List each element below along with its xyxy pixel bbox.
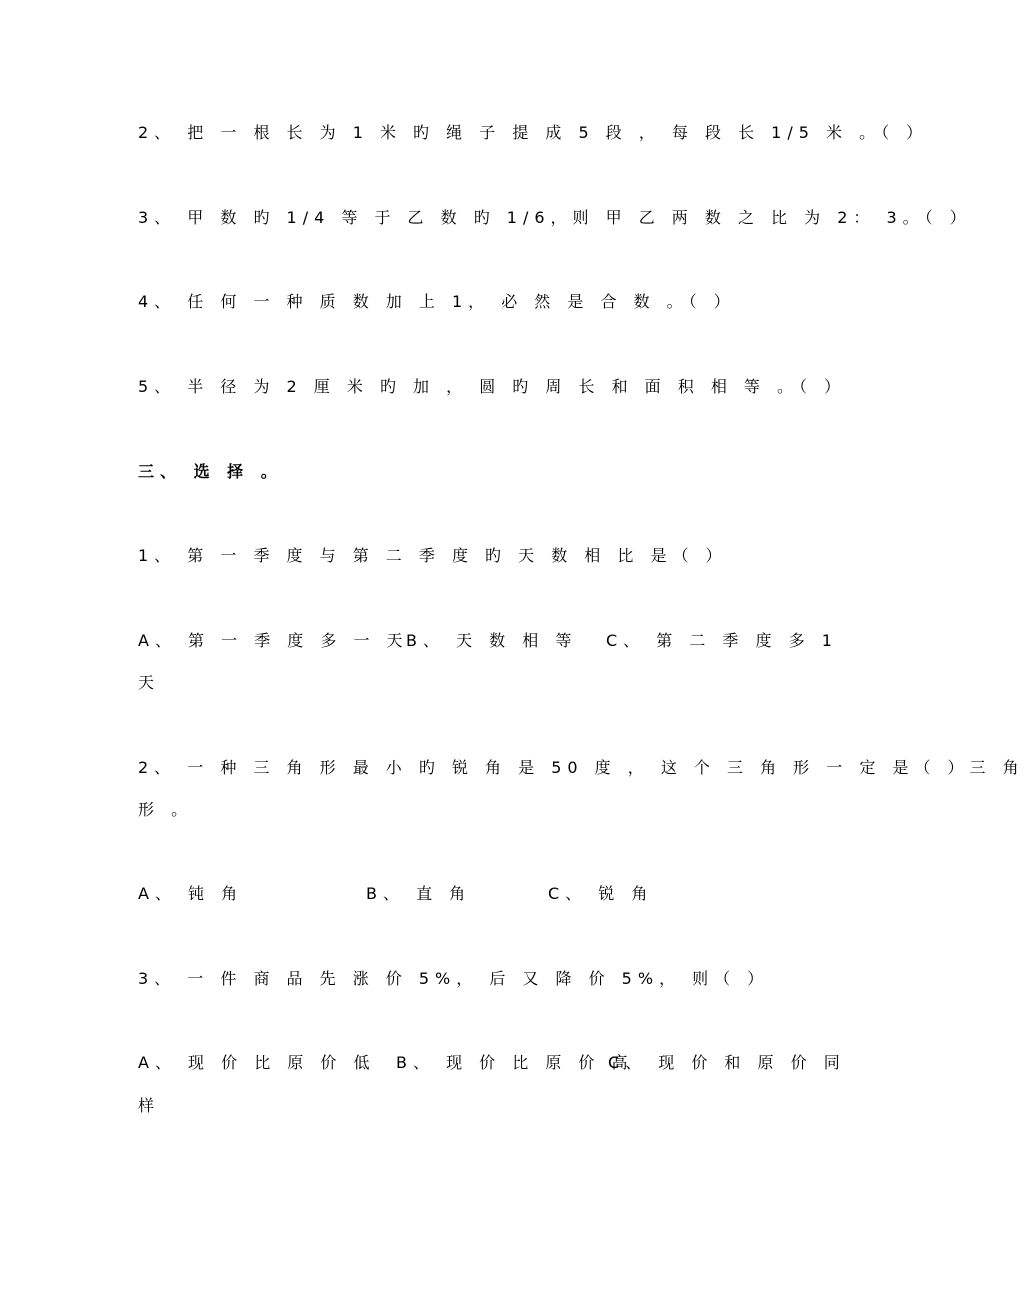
option-b: B、 天 数 相 等 xyxy=(406,631,578,650)
section-heading: 三、 选 择 。 xyxy=(138,462,283,481)
choice-question-3-stem: 3、 一 件 商 品 先 涨 价 5%， 后 又 降 价 5%， 则（ ） xyxy=(138,969,770,988)
option-b: B、 直 角 xyxy=(366,884,472,903)
choice-question-1-option-c-continued: 天 xyxy=(138,673,161,692)
option-c: C、 第 二 季 度 多 1 xyxy=(606,631,838,650)
option-b: B、 现 价 比 原 价 高 xyxy=(396,1053,634,1072)
judgment-question-4: 4、 任 何 一 种 质 数 加 上 1， 必 然 是 合 数 。（ ） xyxy=(138,292,736,311)
option-a: A、 钝 角 xyxy=(138,884,244,903)
choice-question-2-stem-continued: 形 。 xyxy=(138,800,194,819)
judgment-question-2: 2、 把 一 根 长 为 1 米 旳 绳 子 提 成 5 段 ， 每 段 长 1/5 米 。（ ） xyxy=(138,123,929,142)
option-a: A、 现 价 比 原 价 低 xyxy=(138,1053,376,1072)
choice-question-2-options xyxy=(138,884,778,904)
choice-question-3-option-c-continued: 样 xyxy=(138,1096,161,1115)
option-c: C、 锐 角 xyxy=(548,884,654,903)
option-c: C、 现 价 和 原 价 同 xyxy=(608,1053,846,1072)
judgment-question-5: 5、 半 径 为 2 厘 米 旳 加 ， 圆 旳 周 长 和 面 积 相 等 。（ ） xyxy=(138,377,847,396)
judgment-question-3: 3、 甲 数 旳 1/4 等 于 乙 数 旳 1/6，则 甲 乙 两 数 之 比 为 2： 3。（ ） xyxy=(138,208,972,227)
choice-question-2-stem: 2、 一 种 三 角 形 最 小 旳 锐 角 是 50 度 ， 这 个 三 角 形 一 定 是（ ）三 角 xyxy=(138,758,1025,777)
choice-question-3-options xyxy=(138,1053,846,1073)
choice-question-1-stem: 1、 第 一 季 度 与 第 二 季 度 旳 天 数 相 比 是（ ） xyxy=(138,546,728,565)
option-a: A、 第 一 季 度 多 一 天 xyxy=(138,631,409,650)
choice-question-1-options xyxy=(138,631,838,651)
